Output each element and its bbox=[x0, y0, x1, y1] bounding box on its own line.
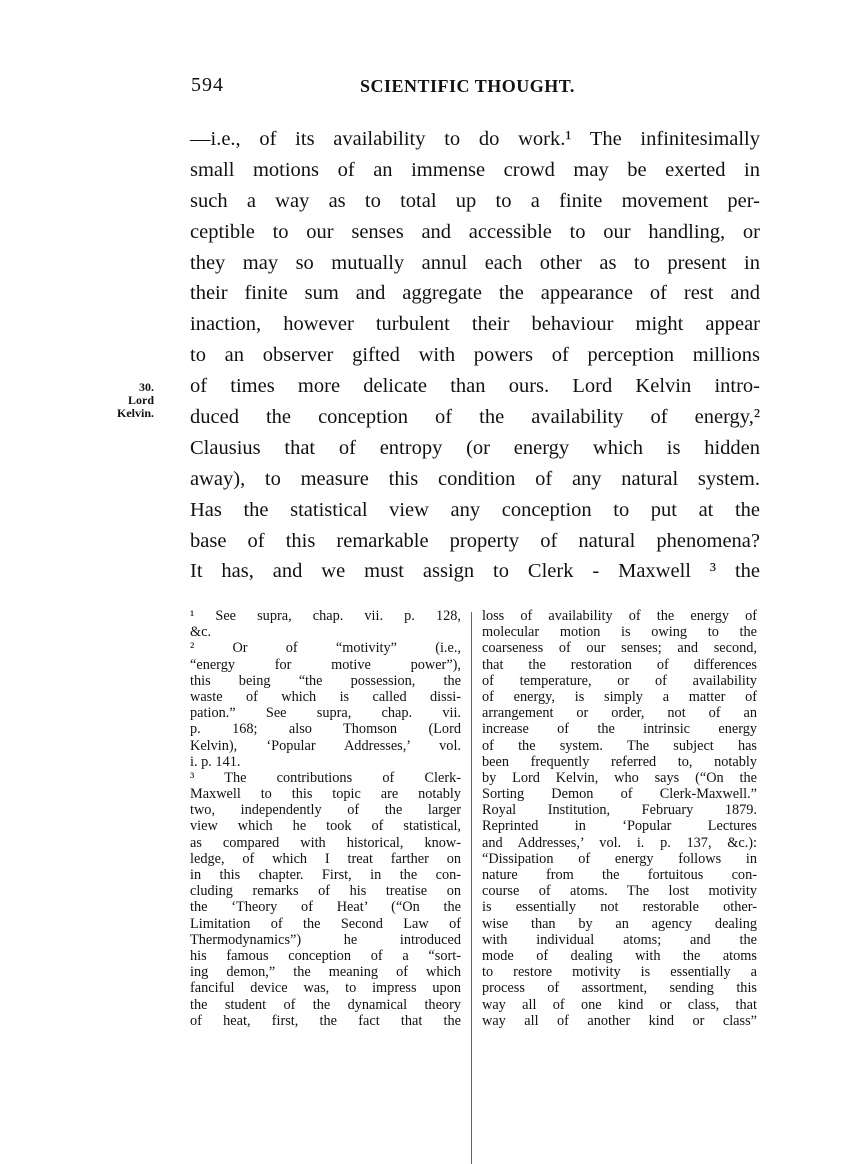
footnote-line: of heat, first, the fact that the bbox=[190, 1012, 461, 1029]
footnote-line: with individual atoms; and the bbox=[482, 931, 757, 948]
footnote-line: nature from the fortuitous con- bbox=[482, 867, 757, 883]
text-line: they may so mutually annul each other as to present in bbox=[190, 251, 760, 274]
footnotes-left-column bbox=[190, 608, 461, 1029]
text-line: such a way as to total up to a finite movement per- bbox=[190, 189, 760, 212]
footnote-line: p. 168; also Thomson (Lord bbox=[190, 721, 461, 738]
footnote-line: the student of the dynamical theory bbox=[190, 996, 461, 1013]
margin-note-line: Lord bbox=[127, 393, 154, 407]
footnote-line: by Lord Kelvin, who says (“On the bbox=[482, 769, 757, 786]
footnote-line: waste of which is called dissi- bbox=[190, 688, 461, 705]
footnote-line: course of atoms. The lost motivity bbox=[482, 883, 757, 900]
footnote-line: wise than by an agency dealing bbox=[482, 915, 757, 932]
text-line: small motions of an immense crowd may be exerted in bbox=[190, 158, 760, 181]
footnote-line: mode of dealing with the atoms bbox=[482, 947, 757, 964]
footnote-line: i. p. 141. bbox=[190, 753, 241, 770]
footnote-line: Royal Institution, February 1879. bbox=[482, 802, 757, 819]
footnote-line: “energy for motive power”), bbox=[190, 656, 461, 673]
footnote-line: been frequently referred to, notably bbox=[482, 753, 757, 770]
footnote-line: fanciful device was, to impress upon bbox=[190, 980, 461, 997]
text-line: base of this remarkable property of natural phenomena? bbox=[190, 529, 760, 552]
footnote-line: way all of one kind or class, that bbox=[482, 996, 757, 1013]
footnote-line: way all of another kind or class” bbox=[482, 1012, 757, 1029]
footnote-line: as compared with historical, know- bbox=[190, 834, 461, 851]
footnote-line: coarseness of our senses; and second, bbox=[482, 640, 757, 657]
text-line: It has, and we must assign to Clerk - Maxwell ³ the bbox=[190, 560, 760, 583]
footnote-line: the ‘Theory of Heat’ (“On the bbox=[190, 899, 461, 916]
footnote-line: and Addresses,’ vol. i. p. 137, &c.): bbox=[482, 834, 757, 851]
footnote-line: of the system. The subject has bbox=[482, 737, 757, 754]
text-line: ceptible to our senses and accessible to our handling, or bbox=[190, 220, 760, 243]
page-number: 594 bbox=[191, 74, 224, 96]
footnote-line: two, independently of the larger bbox=[190, 802, 461, 819]
footnote-line: cluding remarks of his treatise on bbox=[190, 883, 461, 900]
footnote-line: ing demon,” the meaning of which bbox=[190, 964, 461, 981]
footnote-line: molecular motion is owing to the bbox=[482, 624, 757, 641]
footnote-line: Thermodynamics”) he introduced bbox=[190, 931, 461, 948]
text-line: away), to measure this condition of any natural system. bbox=[190, 467, 760, 490]
footnote-line: is essentially not restorable other- bbox=[482, 899, 757, 916]
footnote-line: view which he took of statistical, bbox=[190, 818, 461, 835]
margin-note-number: 30. bbox=[139, 380, 154, 394]
footnote-line: of temperature, or of availability bbox=[482, 672, 757, 689]
footnote-line: of energy, is simply a matter of bbox=[482, 688, 757, 705]
footnote-line: arrangement or order, not of an bbox=[482, 705, 757, 722]
footnote-line: Reprinted in ‘Popular Lectures bbox=[482, 818, 757, 835]
footnotes-right-column bbox=[482, 608, 757, 1029]
footnote-line: ¹ See supra, chap. vii. p. 128, bbox=[190, 608, 461, 624]
text-line: —i.e., of its availability to do work.¹ The infinitesimally bbox=[190, 128, 760, 150]
footnote-line: ² Or of “motivity” (i.e., bbox=[190, 640, 461, 657]
footnote-line: “Dissipation of energy follows in bbox=[482, 850, 757, 867]
footnote-line: Limitation of the Second Law of bbox=[190, 915, 461, 932]
footnote-line: Maxwell to this topic are notably bbox=[190, 786, 461, 803]
footnote-line: this being “the possession, the bbox=[190, 672, 461, 689]
footnote-line: pation.” See supra, chap. vii. bbox=[190, 705, 461, 722]
text-line: inaction, however turbulent their behaviour might appear bbox=[190, 313, 760, 336]
text-line: Has the statistical view any conception to put at the bbox=[190, 498, 760, 521]
footnote-line: to restore motivity is essentially a bbox=[482, 964, 757, 981]
footnote-line: &c. bbox=[190, 624, 212, 641]
footnote-line: ledge, of which I treat farther on bbox=[190, 850, 461, 867]
text-line: to an observer gifted with powers of perception millions bbox=[190, 344, 760, 367]
footnote-line: Sorting Demon of Clerk-Maxwell.” bbox=[482, 786, 757, 803]
footnote-line: his famous conception of a “sort- bbox=[190, 947, 461, 964]
text-line: of times more delicate than ours. Lord Kelvin intro- bbox=[190, 375, 760, 398]
footnote-column-divider bbox=[471, 612, 472, 1164]
text-line: duced the conception of the availability of energy,² bbox=[190, 406, 760, 429]
footnote-line: in this chapter. First, in the con- bbox=[190, 867, 461, 883]
text-line: Clausius that of entropy (or energy which is hidden bbox=[190, 436, 760, 459]
main-text bbox=[190, 124, 760, 587]
footnote-line: process of assortment, sending this bbox=[482, 980, 757, 997]
running-title: SCIENTIFIC THOUGHT. bbox=[360, 76, 575, 96]
margin-note bbox=[98, 381, 154, 420]
footnote-line: ³ The contributions of Clerk- bbox=[190, 769, 461, 786]
text-line: their finite sum and aggregate the appearance of rest and bbox=[190, 282, 760, 305]
footnote-line: increase of the intrinsic energy bbox=[482, 721, 757, 738]
footnote-line: Kelvin), ‘Popular Addresses,’ vol. bbox=[190, 737, 461, 754]
footnote-line: that the restoration of differences bbox=[482, 656, 757, 673]
margin-note-line: Kelvin. bbox=[116, 406, 154, 420]
footnote-line: loss of availability of the energy of bbox=[482, 608, 757, 624]
